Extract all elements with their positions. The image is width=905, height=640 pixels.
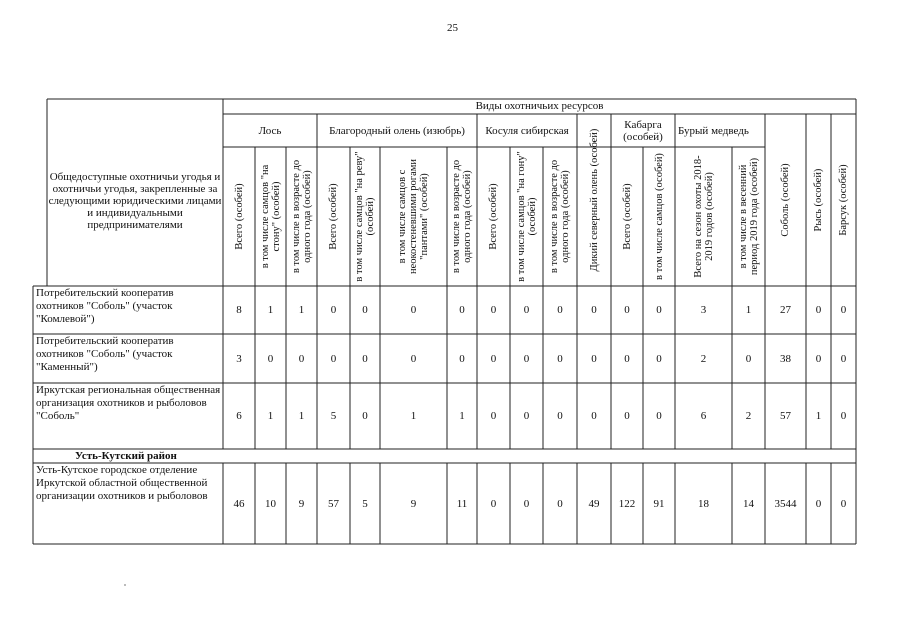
table-cell: 0	[815, 497, 822, 510]
table-cell: 46	[233, 497, 245, 510]
table-cell: 9	[298, 497, 305, 510]
table-cell: 57	[780, 410, 791, 422]
table-cell: 0	[267, 352, 274, 365]
table-cell: 3544	[774, 497, 797, 510]
table-cell: 0	[523, 352, 530, 365]
table-cell: 0	[523, 410, 530, 422]
row-name: Усть-Кутское городское отделение Иркутской областной общественной организации охотников и рыболовов	[36, 464, 208, 502]
table-cell: 1	[267, 410, 274, 422]
table-cell: 6	[236, 410, 242, 422]
table-cell: 1	[459, 410, 465, 422]
table-cell: 0	[656, 410, 662, 422]
table-cell: 0	[362, 352, 368, 365]
table-cell: 3	[236, 352, 242, 365]
table-cell: 0	[490, 352, 497, 365]
column-header-7: в том числе в возрасте до одного года (особей)	[451, 159, 473, 274]
group-los: Лось	[258, 124, 282, 137]
table-cell: 0	[557, 410, 563, 422]
table-cell: 0	[840, 497, 847, 510]
table-cell: 38	[780, 352, 791, 365]
column-header-2: в том числе самцов "на стону" (особей)	[259, 164, 282, 269]
column-header-18: Барсук (особей)	[838, 164, 849, 236]
column-header-4: Всего (особей)	[328, 183, 339, 250]
table-cell: 2	[745, 410, 752, 422]
table-cell: 18	[698, 497, 709, 510]
table-cell: 0	[523, 304, 530, 316]
group-kosulya: Косуля сибирская	[485, 124, 569, 137]
section-title: Усть-Кутский район	[75, 450, 177, 462]
group-title: Виды охотничьих ресурсов	[475, 100, 604, 112]
column-header-17: Рысь (особей)	[813, 168, 824, 232]
table-cell: 0	[840, 352, 847, 365]
column-header-10: в том числе в возрасте до одного года (особей)	[549, 159, 571, 274]
scan-speck	[124, 584, 126, 586]
table-cell: 0	[298, 352, 305, 365]
table-cell: 0	[840, 410, 847, 422]
table-cell: 0	[410, 304, 417, 316]
group-kabarga: Кабарга (особей)	[623, 118, 663, 143]
column-header-1: Всего (особей)	[233, 183, 245, 250]
table-cell: 1	[298, 304, 305, 316]
table-cell: 2	[700, 352, 707, 365]
column-header-13: в том числе самцов (особей)	[653, 153, 665, 280]
group-medved: Бурый медведь	[678, 124, 749, 137]
table-cell: 27	[780, 304, 791, 316]
table-cell: 0	[330, 304, 337, 316]
table-cell: 0	[490, 304, 497, 316]
table-cell: 122	[618, 497, 636, 510]
table-cell: 0	[330, 352, 337, 365]
table-cell: 91	[653, 497, 665, 510]
column-header-6: в том числе самцов с неокостеневшими рогами "пантами" (особей)	[397, 158, 430, 275]
table-cell: 0	[624, 304, 630, 316]
column-header-5: в том числе самцов "на реву" (особей)	[354, 151, 376, 282]
table-cell: 0	[523, 497, 530, 510]
column-header-15: в том числе в весенний период 2019 года (особей)	[737, 157, 760, 276]
table-cell: 0	[459, 352, 465, 365]
column-header-16: Соболь (особей)	[780, 163, 791, 237]
table-cell: 49	[588, 497, 600, 510]
row-name: Потребительский кооператив охотников "Соболь" (участок "Каменный")	[36, 335, 174, 373]
column-header-14: Всего на сезон охоты 2018-2019 годов (особей)	[692, 155, 715, 278]
table-cell: 1	[745, 304, 752, 316]
table-cell: 0	[745, 352, 752, 365]
table-cell: 0	[591, 304, 597, 316]
table-cell: 0	[624, 410, 630, 422]
table-cell: 10	[265, 497, 276, 510]
table-cell: 9	[410, 497, 417, 510]
column-header-9: в том числе самцов "на гону" (особей)	[515, 151, 538, 282]
table-cell: 0	[490, 497, 497, 510]
column-header-3: в том числе в возрасте до одного года (особей)	[290, 159, 313, 274]
table-cell: 0	[557, 304, 563, 316]
row-name: Потребительский кооператив охотников "Соболь" (участок "Комлевой")	[36, 287, 174, 325]
table-cell: 14	[743, 497, 754, 510]
table-cell: 0	[840, 304, 847, 316]
table-cell: 1	[267, 304, 274, 316]
table-cell: 1	[410, 410, 417, 422]
column-header-12: Всего (особей)	[621, 183, 633, 250]
table-cell: 1	[298, 410, 305, 422]
table-cell: 0	[459, 304, 465, 316]
table-cell: 0	[410, 352, 417, 365]
table-cell: 0	[656, 352, 662, 365]
corner-header: Общедоступные охотничьи угодья и охотничьи угодья, закрепленные за следующими юридическими лицами и индивидуальными предпринимателями	[48, 171, 222, 231]
group-olen: Благородный олень (изюбрь)	[329, 124, 465, 137]
table-cell: 0	[624, 352, 630, 365]
table-cell: 57	[328, 497, 339, 510]
page-number: 25	[447, 22, 458, 34]
table-cell: 0	[557, 497, 563, 510]
table-cell: 0	[557, 352, 563, 365]
table-cell: 5	[330, 410, 337, 422]
column-header-8: Всего (особей)	[488, 183, 499, 250]
table-cell: 0	[490, 410, 497, 422]
table-cell: 0	[591, 352, 597, 365]
table-cell: 3	[700, 304, 707, 316]
column-header-11: Дикий северный олень (особей)	[588, 128, 600, 272]
table-cell: 0	[815, 352, 822, 365]
table-cell: 1	[815, 410, 822, 422]
table-cell: 0	[656, 304, 662, 316]
table-cell: 0	[815, 304, 822, 316]
table-cell: 6	[700, 410, 707, 422]
table-cell: 0	[591, 410, 597, 422]
table-cell: 8	[236, 304, 242, 316]
table-cell: 0	[362, 304, 368, 316]
row-name: Иркутская региональная общественная организация охотников и рыболовов "Соболь"	[36, 384, 221, 422]
table-cell: 11	[456, 497, 468, 510]
table-cell: 0	[362, 410, 368, 422]
table-cell: 5	[362, 497, 368, 510]
